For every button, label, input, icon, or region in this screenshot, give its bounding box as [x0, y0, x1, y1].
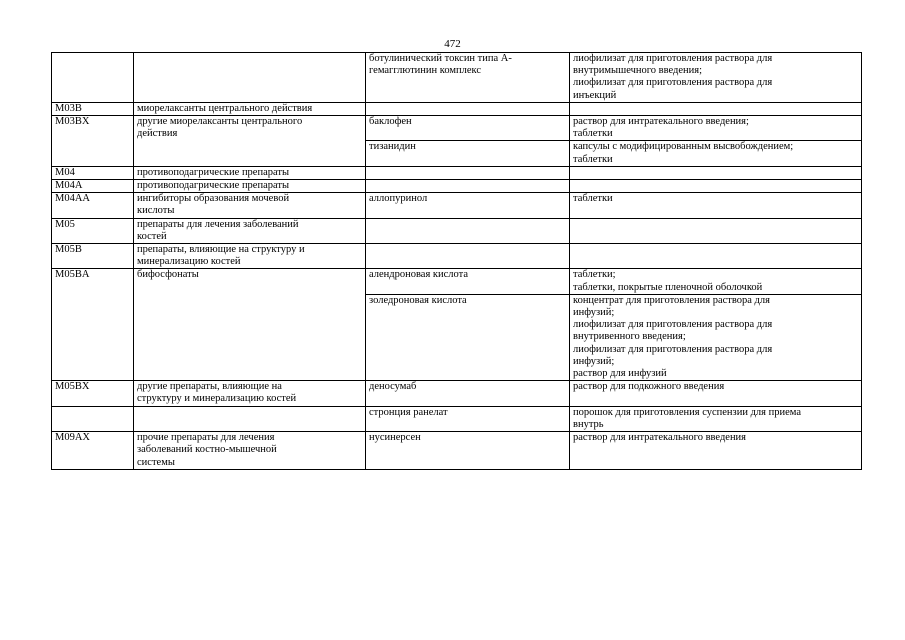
page-number: 472: [444, 38, 461, 50]
dosage-form-line: лиофилизат для приготовления раствора для: [573, 343, 773, 355]
group-name-cell: [134, 53, 366, 103]
group-name-cell: [134, 406, 366, 431]
group-name-line: прочие препараты для лечения: [137, 432, 275, 444]
atc-code-cell: M04: [52, 166, 134, 179]
group-name-line: препараты, влияющие на структуру и: [137, 244, 305, 256]
dosage-form-cell: [570, 116, 862, 141]
atc-code-cell: M09AX: [52, 432, 134, 470]
dosage-form-cell: [570, 432, 862, 470]
drug-name-cell: [366, 218, 570, 243]
group-name-cell: [134, 193, 366, 218]
dosage-form-line: внутрь: [573, 418, 604, 430]
table-row: [52, 244, 862, 269]
group-name-cell: [134, 269, 366, 381]
dosage-form-line: капсулы с модифицированным высвобождением;: [573, 141, 794, 153]
dosage-form-cell: [570, 141, 862, 166]
table-row: [52, 116, 862, 141]
group-name-line: кислоты: [137, 205, 175, 217]
dosage-form-line: таблетки: [573, 193, 613, 205]
drug-name-cell: [366, 432, 570, 470]
atc-code-cell: M03B: [52, 102, 134, 115]
group-name-cell: [134, 102, 366, 115]
dosage-form-cell: [570, 244, 862, 269]
dosage-form-line: таблетки;: [573, 269, 616, 281]
dosage-form-line: внутривенного введения;: [573, 331, 686, 343]
dosage-form-cell: [570, 166, 862, 179]
drug-name-cell: [366, 381, 570, 406]
dosage-form-line: инъекций: [573, 89, 617, 101]
atc-code-cell: M04AA: [52, 193, 134, 218]
drug-name-line: баклофен: [369, 116, 412, 128]
drug-name-line: тизанидин: [369, 141, 416, 153]
drug-name-line: аллопуринол: [369, 193, 428, 205]
table-row: [52, 432, 862, 470]
group-name-cell: [134, 432, 366, 470]
dosage-form-line: раствор для инфузий: [573, 368, 667, 380]
dosage-form-cell: [570, 180, 862, 193]
dosage-form-line: концентрат для приготовления раствора для: [573, 294, 770, 306]
drug-name-cell: [366, 269, 570, 294]
group-name-line: заболеваний костно-мышечной: [137, 444, 277, 456]
drug-name-cell: [366, 102, 570, 115]
drug-name-cell: [366, 180, 570, 193]
atc-code-cell: M05BA: [52, 269, 134, 381]
atc-code-cell: M05: [52, 218, 134, 243]
group-name-line: костей: [137, 230, 167, 242]
group-name-line: минерализацию костей: [137, 256, 241, 268]
group-name-line: другие миорелаксанты центрального: [137, 116, 303, 128]
group-name-line: системы: [137, 456, 175, 468]
drug-name-cell: [366, 53, 570, 103]
atc-code-cell: [52, 53, 134, 103]
dosage-form-line: раствор для интратекального введения: [573, 432, 747, 444]
drug-name-line: стронция ранелат: [369, 406, 448, 418]
dosage-form-line: внутримышечного введения;: [573, 65, 703, 77]
dosage-form-line: порошок для приготовления суспензии для приема: [573, 406, 801, 418]
table-row: [52, 53, 862, 103]
group-name-cell: [134, 218, 366, 243]
dosage-form-line: лиофилизат для приготовления раствора для: [573, 77, 773, 89]
dosage-form-cell: [570, 53, 862, 103]
dosage-form-line: инфузий;: [573, 307, 615, 319]
drug-name-line: алендроновая кислота: [369, 269, 469, 281]
group-name-line: действия: [137, 128, 178, 140]
drug-name-line: гемагглютинин комплекс: [369, 65, 482, 77]
table-row: [52, 193, 862, 218]
table-row: [52, 381, 862, 406]
dosage-form-cell: [570, 218, 862, 243]
dosage-form-cell: [570, 269, 862, 294]
group-name-line: бифосфонаты: [137, 269, 199, 281]
group-name-cell: [134, 116, 366, 167]
atc-code-cell: M03BX: [52, 116, 134, 167]
group-name-line: структуру и минерализацию костей: [137, 393, 297, 405]
dosage-form-line: таблетки: [573, 128, 613, 140]
dosage-form-line: инфузий;: [573, 355, 615, 367]
group-name-line: другие препараты, влияющие на: [137, 381, 282, 393]
drug-name-cell: [366, 406, 570, 431]
dosage-form-line: раствор для интратекального введения;: [573, 116, 749, 128]
drug-name-cell: [366, 141, 570, 166]
dosage-form-line: лиофилизат для приготовления раствора для: [573, 319, 773, 331]
dosage-form-line: раствор для подкожного введения: [573, 381, 725, 393]
table-row: [52, 406, 862, 431]
group-name-line: препараты для лечения заболеваний: [137, 218, 299, 230]
dosage-form-line: таблетки, покрытые пленочной оболочкой: [573, 281, 763, 293]
group-name-cell: [134, 381, 366, 406]
drug-name-cell: [366, 166, 570, 179]
drug-name-cell: [366, 244, 570, 269]
dosage-form-cell: [570, 381, 862, 406]
drug-name-line: деносумаб: [369, 381, 417, 393]
atc-code-cell: [52, 406, 134, 431]
drug-name-cell: [366, 193, 570, 218]
group-name-cell: [134, 244, 366, 269]
atc-drug-table: [51, 52, 862, 470]
atc-code-cell: M05B: [52, 244, 134, 269]
group-name-line: миорелаксанты центрального действия: [137, 102, 313, 114]
dosage-form-line: лиофилизат для приготовления раствора для: [573, 53, 773, 64]
drug-name-line: золедроновая кислота: [369, 294, 467, 306]
table-row: [52, 269, 862, 294]
table-row: [52, 102, 862, 115]
drug-name-line: нусинерсен: [369, 432, 421, 444]
drug-name-cell: [366, 116, 570, 141]
group-name-cell: [134, 166, 366, 179]
atc-code-cell: M04A: [52, 180, 134, 193]
group-name-line: противоподагрические препараты: [137, 180, 290, 192]
dosage-form-line: таблетки: [573, 153, 613, 165]
table-row: [52, 218, 862, 243]
dosage-form-cell: [570, 294, 862, 380]
group-name-line: ингибиторы образования мочевой: [137, 193, 290, 205]
drug-name-line: ботулинический токсин типа А-: [369, 53, 512, 64]
group-name-line: противоподагрические препараты: [137, 166, 290, 178]
drug-name-cell: [366, 294, 570, 380]
dosage-form-cell: [570, 102, 862, 115]
atc-code-cell: M05BX: [52, 381, 134, 406]
table-row: [52, 180, 862, 193]
dosage-form-cell: [570, 193, 862, 218]
table-row: [52, 166, 862, 179]
dosage-form-cell: [570, 406, 862, 431]
group-name-cell: [134, 180, 366, 193]
